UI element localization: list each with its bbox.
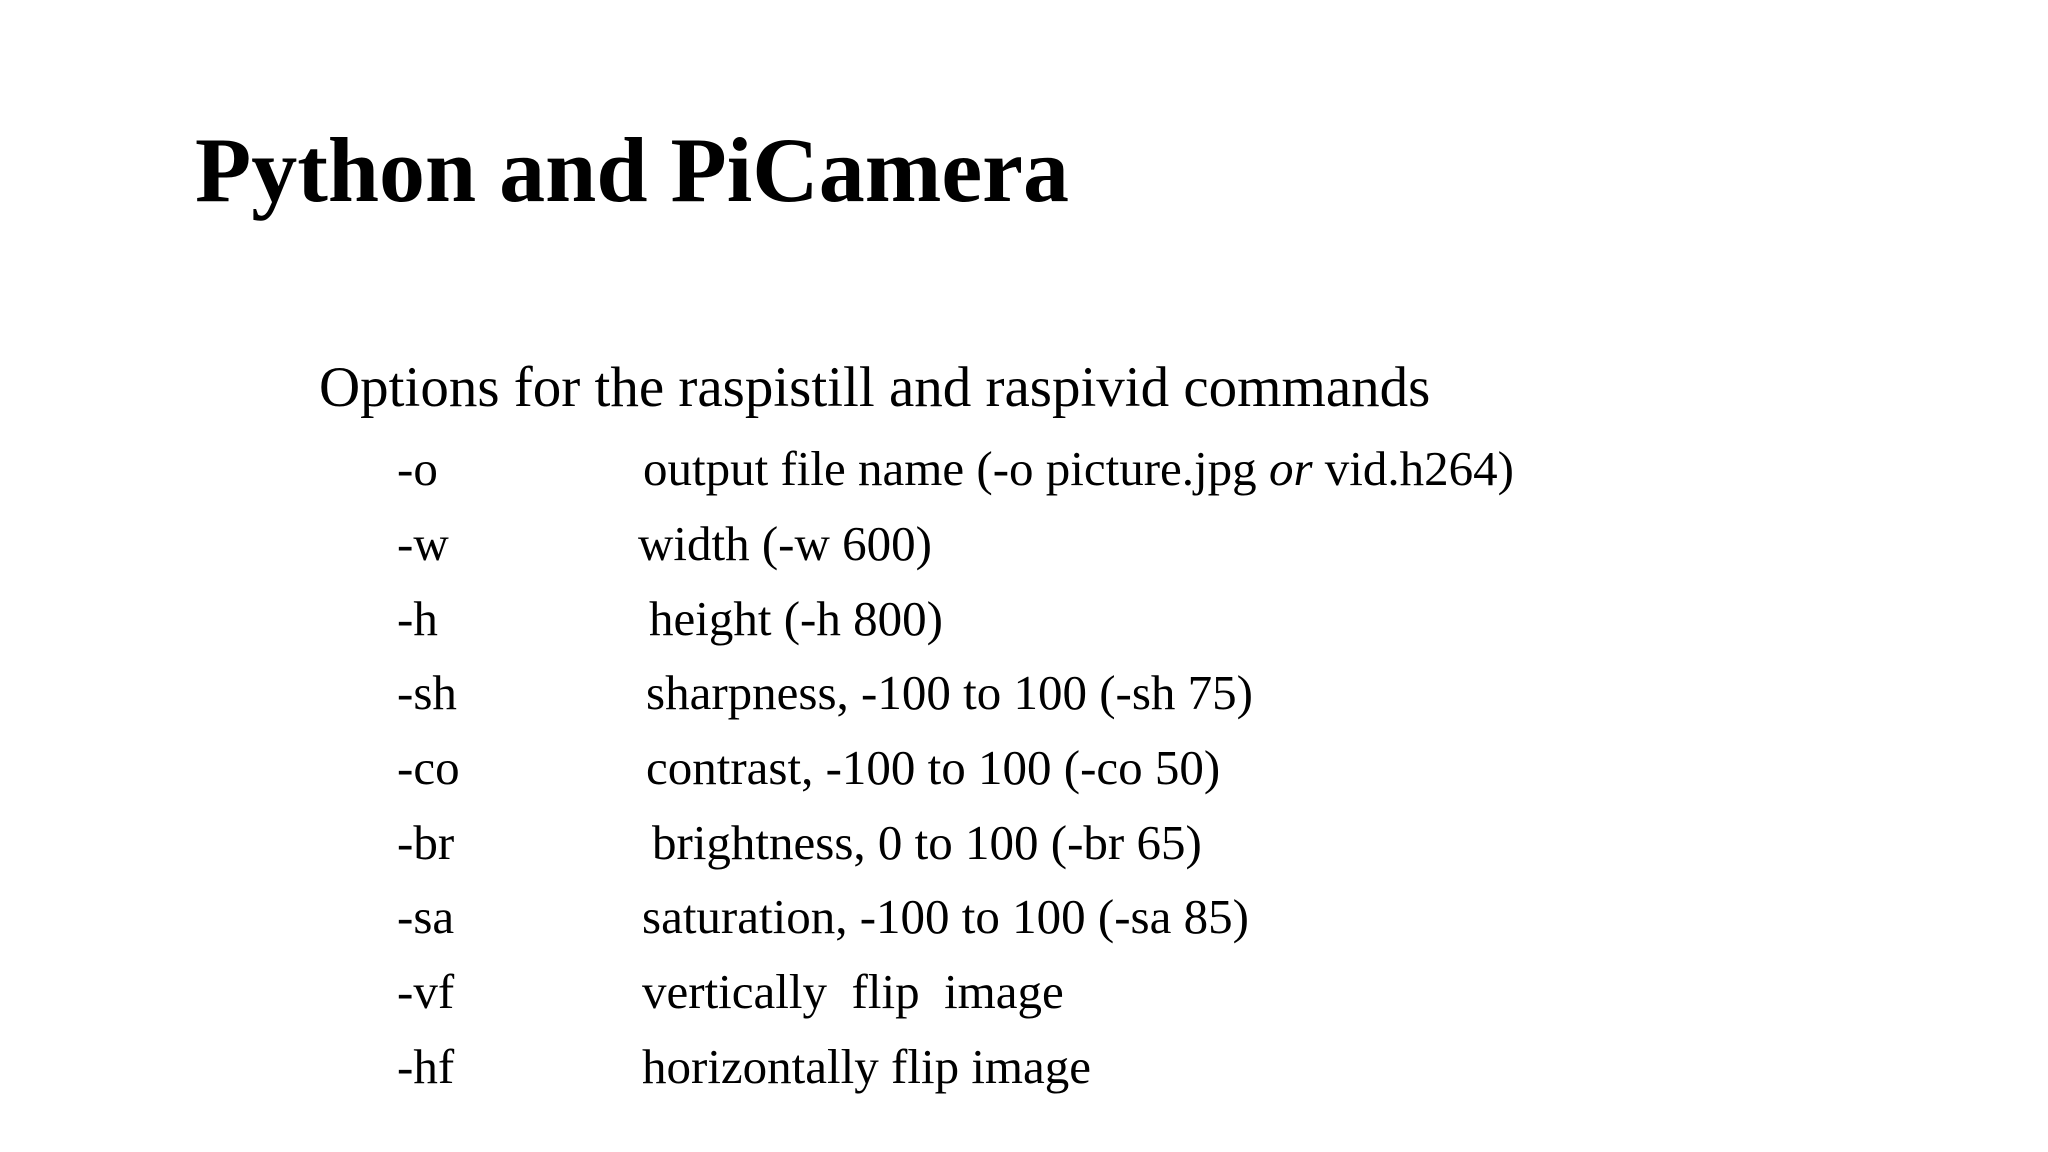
option-row-vf xyxy=(0,955,2048,1029)
option-description: brightness, 0 to 100 (-br 65) xyxy=(652,815,1202,870)
option-description: width (-w 600) xyxy=(638,516,932,571)
option-flag: -sa xyxy=(397,889,455,944)
option-description: height (-h 800) xyxy=(649,591,943,646)
option-description-part: vid.h264) xyxy=(1312,441,1514,496)
slide-subtitle: Options for the raspistill and raspivid commands xyxy=(319,356,1431,419)
option-flag: -o xyxy=(397,441,438,496)
option-flag: -h xyxy=(397,591,438,646)
option-row-h xyxy=(0,582,2048,656)
option-flag: -br xyxy=(397,815,455,870)
option-description-italic: or xyxy=(1268,441,1313,496)
option-flag: -vf xyxy=(397,964,455,1019)
option-row-hf xyxy=(0,1030,2048,1104)
option-flag: -hf xyxy=(397,1039,455,1094)
option-description: horizontally flip image xyxy=(642,1039,1092,1094)
option-flag: -sh xyxy=(397,665,457,720)
option-row-sa xyxy=(0,880,2048,954)
option-row-sh xyxy=(0,656,2048,730)
option-row-co xyxy=(0,731,2048,805)
option-description: sharpness, -100 to 100 (-sh 75) xyxy=(646,665,1253,720)
option-description: vertically flip image xyxy=(642,964,1064,1019)
option-description: saturation, -100 to 100 (-sa 85) xyxy=(642,889,1249,944)
option-flag: -w xyxy=(397,516,449,571)
option-row-w xyxy=(0,507,2048,581)
option-description: contrast, -100 to 100 (-co 50) xyxy=(646,740,1221,795)
option-row-br xyxy=(0,806,2048,880)
slide-title: Python and PiCamera xyxy=(195,119,1069,221)
option-flag: -co xyxy=(397,740,460,795)
option-description-part: output file name (-o picture.jpg xyxy=(643,441,1269,496)
option-description xyxy=(643,432,1514,506)
option-row-o xyxy=(0,432,2048,506)
